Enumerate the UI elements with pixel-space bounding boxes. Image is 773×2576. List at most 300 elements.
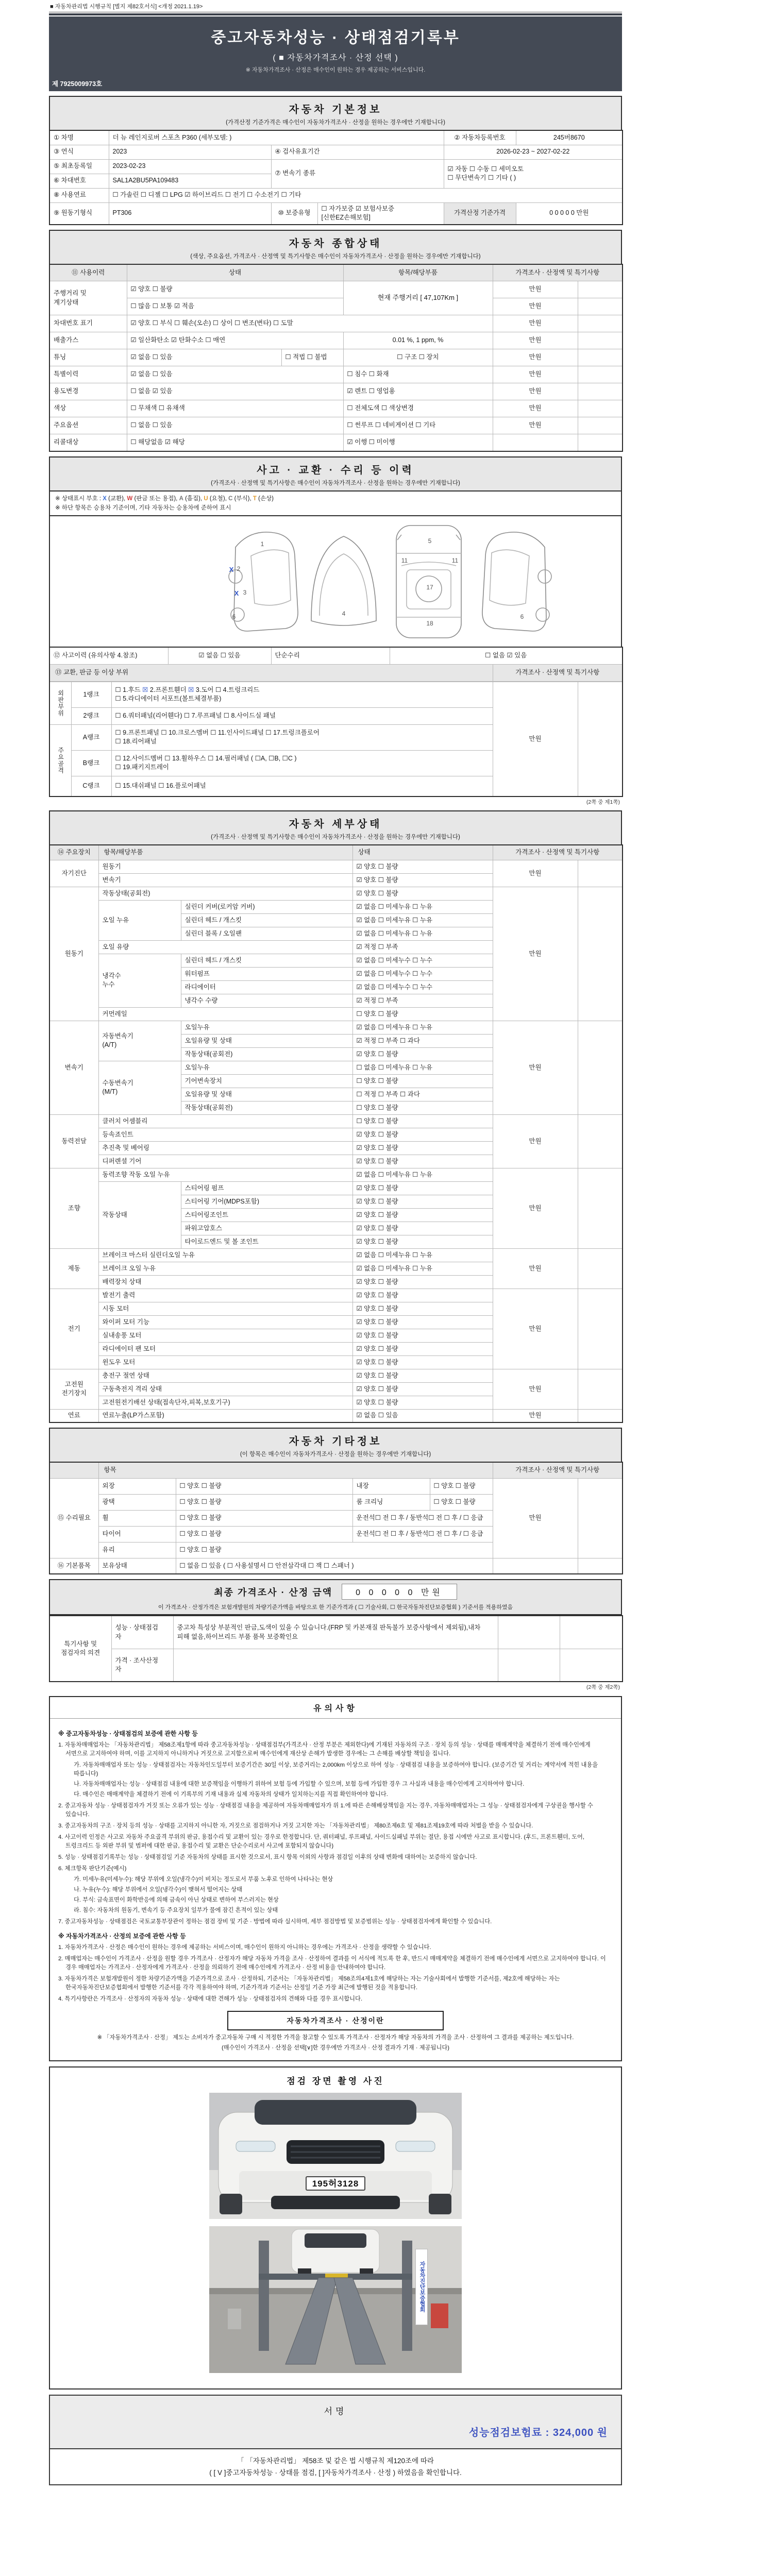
- panel-rank-table: [49, 682, 623, 798]
- odometer-status[interactable]: ☑ 양호 ☐ 불량: [127, 281, 343, 298]
- page-marker-1: (2쪽 중 제1쪽): [586, 799, 620, 806]
- usage-change[interactable]: ☐ 없음 ☑ 있음: [127, 383, 343, 400]
- section-overall-header: [49, 230, 622, 264]
- notice-line: 5. 성능 · 상태점검기록부는 성능 · 상태점검일 기준 자동차의 상태를 표시한 것으로서, 표시 항목 이외의 사항과 점검일 이후의 상태 변화에 대하여는 보증하지 않습니다.: [58, 1854, 477, 1860]
- diagram-zone-number: 17: [426, 584, 433, 591]
- table-cell: ⑩ 보증유형: [271, 202, 317, 225]
- table-cell: 튜닝: [49, 349, 127, 366]
- table-cell: 차대번호 표기: [49, 315, 127, 332]
- inspector-label: 성능 · 상태점검 자: [111, 1616, 173, 1649]
- checkbox-cell[interactable]: ☑ 없음 ☐ 미세누유 ☐ 누유: [352, 1021, 493, 1034]
- table-cell: 만원: [493, 1369, 578, 1409]
- table-cell: 변속기: [49, 1021, 98, 1114]
- table-cell: 발전기 출력: [98, 1289, 352, 1302]
- table-cell: ⑤ 최초등록일: [49, 159, 109, 174]
- notice-line: 4. 특기사항란은 가격조사 · 산정자의 자동차 성능 · 상태에 대한 견해가 성능 · 상태점검자의 견해와 다를 경우 표시합니다.: [58, 1995, 363, 2002]
- checkbox-cell[interactable]: ☑ 양호 ☐ 불량: [352, 1342, 493, 1355]
- table-cell: 실린더 헤드 / 개스킷: [181, 954, 352, 967]
- section-overall-subtitle: (색상, 주요옵션, 가격조사 · 산정액 및 특기사항은 매수인이 자동차가격조사 · 산정을 원하는 경우에만 기재합니다): [190, 253, 481, 260]
- diagram-zone-number: 5: [428, 537, 432, 545]
- photo-section-title: 점검 장면 촬영 사진: [287, 2076, 384, 2086]
- signature-section: [49, 2395, 622, 2449]
- diagram-zone-number: 18: [426, 620, 433, 628]
- table-cell: 실린더 블록 / 오일팬: [181, 927, 352, 940]
- table-cell: [578, 1248, 623, 1289]
- legend-part: X: [103, 495, 107, 502]
- accident-history[interactable]: ☑ 없음 ☐ 있음: [168, 647, 271, 664]
- table-cell: 배출가스: [49, 332, 127, 349]
- photo-car-front: [209, 2093, 462, 2219]
- section-accident-subtitle: (가격조사 · 산정액 및 특기사항은 매수인이 자동차가격조사 · 산정을 원하는 경우에만 기재합니다): [211, 480, 460, 486]
- checkbox-cell[interactable]: ☑ 양호 ☐ 불량: [352, 1155, 493, 1168]
- checkbox-cell[interactable]: ☑ 없음 ☐ 미세누유 ☐ 누유: [352, 913, 493, 927]
- table-cell: 오일 누유: [98, 900, 181, 940]
- divider-thick: [49, 13, 622, 15]
- table-cell: 가격산정 기준가격: [444, 202, 516, 225]
- table-cell: 만원: [493, 860, 578, 887]
- table-cell: 제동: [49, 1248, 98, 1289]
- checkbox-cell[interactable]: ☐ 구조 ☐ 장치: [343, 349, 493, 366]
- diagram-zone-number: 6: [520, 613, 524, 621]
- table-cell: 원동기: [98, 860, 352, 873]
- notice-group-b: [58, 1931, 613, 2004]
- checkbox-cell[interactable]: ☐ 양호 ☐ 불량: [430, 1494, 493, 1510]
- table-cell: 색상: [49, 400, 127, 417]
- table-cell: 자기진단: [49, 860, 98, 887]
- checkbox-cell[interactable]: ☑ 양호 ☐ 불량: [352, 1195, 493, 1208]
- document-number: 제 7925009973호: [52, 80, 103, 88]
- table-cell: 연료: [49, 1409, 98, 1422]
- table-cell: 주요골격: [49, 724, 71, 796]
- table-cell: ④ 검사유효기간: [271, 145, 444, 159]
- vin-marking[interactable]: ☑ 양호 ☐ 부식 ☐ 훼손(오손) ☐ 상이 ☐ 변조(변타) ☐ 도말: [127, 315, 493, 332]
- table-cell: 수동변속기 (M/T): [98, 1061, 181, 1114]
- table-cell: [578, 1021, 623, 1114]
- checkbox-cell[interactable]: ☑ 적정 ☐ 부족: [352, 940, 493, 954]
- table-cell: 연료누출(LP가스포함): [98, 1409, 352, 1422]
- table-cell: 가격조사 · 산정액 및 특기사항: [493, 264, 623, 281]
- table-cell: A랭크: [71, 724, 111, 750]
- document-page: [49, 2, 622, 2485]
- vin: SAL1A2BU5PA109483: [109, 174, 271, 188]
- table-cell: 작동상태(공회전): [181, 1101, 352, 1114]
- checkbox-cell[interactable]: ☐ 썬루프 ☐ 네비게이션 ☐ 기타: [343, 417, 493, 434]
- legend-part: ※ 상태표시 부호 :: [55, 495, 103, 502]
- table-cell: 배력장치 상태: [98, 1275, 352, 1289]
- diagram-zone-number: 2: [237, 565, 241, 573]
- mileage-level[interactable]: ☐ 많음 ☐ 보통 ☑ 적음: [127, 298, 343, 315]
- emission-values: 0.01 %, 1 ppm, %: [343, 332, 493, 349]
- table-cell: C랭크: [71, 776, 111, 796]
- table-cell: 만원: [493, 383, 578, 400]
- table-cell: 항목/해당부품: [98, 845, 352, 860]
- rankB-frames[interactable]: ☐ 12.사이드멤버 ☐ 13.휠하우스 ☐ 14.필러패널 ( ☐A, ☐B, ☐C ) ☐ 19.패키지트레이: [111, 750, 493, 776]
- notice-line: 1. 자동차가격조사 · 산정은 매수인이 원하는 경우에 제공하는 서비스이며, 매수인이 원하지 아니하는 경우에는 가격조사 · 산정을 생략할 수 있습니다.: [58, 1944, 431, 1951]
- table-cell: ② 자동차등록번호: [444, 130, 516, 145]
- section-etc-header: [49, 1428, 622, 1462]
- table-cell: 냉각수 수량: [181, 994, 352, 1007]
- table-cell: 광택: [98, 1494, 176, 1510]
- page-marker-2: (2쪽 중 제2쪽): [586, 1684, 620, 1691]
- notice-line: 라. 침수: 자동차의 원동기, 변속기 등 주요장치 일부가 물에 잠긴 흔적이 있는 상태: [74, 1907, 278, 1914]
- recall[interactable]: ☐ 해당없음 ☑ 해당: [127, 434, 343, 451]
- page-title-note: ※ 자동차가격조사 · 산정은 매수인이 원하는 경우 제공하는 서비스입니다.: [245, 67, 426, 73]
- notice-line: 가. 자동차매매업자 또는 성능 · 상태점검자는 자동차인도일부터 보증기간은 30일 이상, 보증거리는 2,000km 이상으로 하여 성능 · 상태점검 내용을 보증하여야 합니다. (보증기간 및 거리는 계약서에 적힌 내용을 따릅니다): [74, 1762, 598, 1777]
- checkbox-cell[interactable]: ☑ 양호 ☐ 불량: [352, 1355, 493, 1369]
- checkbox-cell[interactable]: ☑ 이행 ☐ 미이행: [343, 434, 493, 451]
- diagram-x-mark: X: [234, 589, 239, 598]
- table-cell: 오일 유량: [98, 940, 352, 954]
- diagram-zone-number: 11: [451, 557, 459, 565]
- table-cell: 작동상태(공회전): [181, 1047, 352, 1061]
- final-price-label: 최종 가격조사 · 산정 금액: [214, 1587, 333, 1598]
- table-cell: 만원: [493, 1248, 578, 1289]
- transmission-type[interactable]: ☑ 자동 ☐ 수동 ☐ 세미오토 ☐ 무단변속기 ☐ 기타 ( ): [444, 159, 623, 188]
- checkbox-cell[interactable]: ☑ 없음 ☐ 미세누유 ☐ 누유: [352, 900, 493, 913]
- final-price-amount: 0 0 0 0 0 만원: [342, 1584, 457, 1600]
- table-cell: 외장: [98, 1478, 176, 1494]
- confirmation-line-2[interactable]: ( [ V ]중고자동차성능 · 상태를 점검, [ ]자동차가격조사 · 산정 ) 하였음을 확인합니다.: [209, 2468, 462, 2477]
- table-cell: ⑯ 기본품목: [49, 1558, 98, 1574]
- table-cell: [578, 860, 623, 887]
- table-cell: 스티어링 기어(MDPS포함): [181, 1195, 352, 1208]
- notice-line: 다. 부식: 금속표면이 화학반응에 의해 금속이 아닌 상태로 변하여 부스러지는 현상: [74, 1897, 279, 1904]
- legend-part: T: [253, 495, 257, 502]
- opinion-label: 특기사항 및 점검자의 의견: [49, 1616, 111, 1682]
- final-price-band: [49, 1579, 622, 1615]
- table-cell: 조향: [49, 1168, 98, 1248]
- emission[interactable]: ☑ 일산화탄소 ☑ 탄화수소 ☐ 매연: [127, 332, 343, 349]
- legend-part: (부식),: [232, 495, 253, 502]
- checkbox-cell[interactable]: ☑ 없음 ☐ 미세누유 ☐ 누유: [352, 1248, 493, 1262]
- table-cell: 보유상태: [98, 1558, 176, 1574]
- notice-title: 유의사항: [50, 1697, 621, 1719]
- checkbox-cell[interactable]: 운전석☐ 전 ☐ 후 / 동반석☐ 전 ☐ 후 / ☐ 응급: [352, 1510, 493, 1526]
- table-cell: 상태: [127, 264, 343, 281]
- diagram-zone-numbers: [229, 537, 524, 627]
- table-cell: 만원: [493, 682, 578, 796]
- state-symbol-legend: [49, 490, 622, 516]
- checkbox-cell[interactable]: ☑ 양호 ☐ 불량: [352, 1329, 493, 1342]
- checkbox-cell[interactable]: ☑ 렌트 ☐ 영업용: [343, 383, 493, 400]
- table-cell: [578, 315, 623, 332]
- checkbox-cell[interactable]: ☑ 적정 ☐ 부족: [352, 994, 493, 1007]
- table-cell: 타이어: [98, 1526, 176, 1542]
- table-cell: [578, 1369, 623, 1409]
- checkbox-cell[interactable]: ☑ 적정 ☐ 부족 ☐ 과다: [352, 1034, 493, 1047]
- overall-state-table: [49, 264, 623, 452]
- section-accident-header: [49, 456, 622, 490]
- table-cell: 룸 크리닝: [352, 1494, 430, 1510]
- table-cell: 기어변속장치: [181, 1074, 352, 1088]
- table-cell: 오일누유: [181, 1021, 352, 1034]
- table-cell: [578, 1558, 623, 1574]
- checkbox-cell[interactable]: ☐ 양호 ☐ 불량: [430, 1478, 493, 1494]
- diagram-zone-number: 1: [260, 540, 264, 548]
- notice-line: 나. 누유(누수): 해당 부위에서 오일(냉각수)이 맺혀서 떨어지는 상태: [74, 1887, 243, 1893]
- table-cell: ⑬ 교환, 판금 등 이상 부위: [49, 664, 493, 681]
- inspector-opinion: 중고차 특성상 부분적인 판금,도색이 있을 수 있습니다.(FRP 및 카본재질 판독불가 보증사항에서 제외됨),내차 피해 없음,하이브리드 부품 품목 보증확인요: [173, 1616, 498, 1649]
- table-cell: ⑨ 원동기형식: [49, 202, 109, 225]
- table-cell: 주행거리 및 계기상태: [49, 281, 127, 315]
- checkbox-cell[interactable]: ☑ 양호 ☐ 불량: [352, 1141, 493, 1155]
- checkbox-cell[interactable]: ☐ 양호 ☐ 불량: [176, 1526, 352, 1542]
- legend-part: C: [228, 495, 233, 502]
- checkbox-cell[interactable]: ☐ 양호 ☐ 불량: [352, 1007, 493, 1021]
- table-cell: 파워고압호스: [181, 1222, 352, 1235]
- legend-part: A: [179, 495, 183, 502]
- table-cell: B랭크: [71, 750, 111, 776]
- page-title: 중고자동차성능 · 상태점검기록부: [211, 29, 460, 46]
- opinion-table: [49, 1615, 623, 1682]
- checkbox-cell[interactable]: ☐ 양호 ☐ 불량: [352, 1101, 493, 1114]
- table-cell: 항목/해당부품: [343, 264, 493, 281]
- checkbox-cell[interactable]: ☐ 없음 ☐ 있음 ( ☐ 사용설명서 ☐ 안전삼각대 ☐ 잭 ☐ 스패너 ): [176, 1558, 493, 1574]
- checkbox-cell[interactable]: ☑ 없음 ☐ 미세누유 ☐ 누유: [352, 1262, 493, 1275]
- table-cell: [578, 349, 623, 366]
- table-cell: ③ 연식: [49, 145, 109, 159]
- legend-part: U: [204, 495, 208, 502]
- detail-state-table: [49, 844, 623, 1423]
- diagram-zone-number: 6: [232, 613, 236, 621]
- table-cell: 항목: [98, 1462, 493, 1478]
- appraiser-label: 가격 · 조사산정 자: [111, 1649, 173, 1682]
- table-cell: [578, 1478, 623, 1558]
- table-cell: 외판부위: [49, 682, 71, 724]
- table-cell: 오일누유: [181, 1061, 352, 1074]
- car-front-photo-illustration: [209, 2093, 462, 2219]
- checkbox-cell[interactable]: ☑ 없음 ☐ 있음: [352, 1409, 493, 1422]
- checkbox-cell[interactable]: ☐ 없음 ☐ 미세누유 ☐ 누유: [352, 1061, 493, 1074]
- checkbox-cell[interactable]: ☑ 양호 ☐ 불량: [352, 1382, 493, 1396]
- table-cell: 만원: [493, 332, 578, 349]
- table-cell: ⑧ 사용연료: [49, 188, 109, 202]
- checkbox-cell[interactable]: ☑ 양호 ☐ 불량: [352, 1181, 493, 1195]
- checkbox-cell[interactable]: ☑ 없음 ☐ 미세누수 ☐ 누수: [352, 954, 493, 967]
- table-cell: 만원: [493, 1168, 578, 1248]
- car-diagram-svg: [50, 516, 621, 644]
- form-reference-note: ■ 자동차관리법 시행규칙 [별지 제82호서식] <개정 2021.1.19>: [50, 4, 203, 10]
- notice-line: 3. 중고자동차의 구조 · 장치 등의 성능 · 상태를 고지하지 아니한 자, 거짓으로 점검하거나 거짓 고지한 자는 「자동차관리법」 제80조제6호 및 제81조제19호에 따라 처벌을 받을 수 있습니다.: [58, 1822, 533, 1829]
- checkbox-cell[interactable]: ☐ 전체도색 ☐ 색상변경: [343, 400, 493, 417]
- table-cell: 오일유량 및 상태: [181, 1088, 352, 1101]
- table-cell: [578, 417, 623, 434]
- table-cell: 윈도우 모터: [98, 1355, 352, 1369]
- diagram-x-mark: X: [229, 566, 234, 574]
- table-cell: [498, 1649, 560, 1682]
- table-cell: 변속기: [98, 873, 352, 887]
- diagram-zone-number: 4: [342, 610, 346, 618]
- table-cell: 만원: [493, 1114, 578, 1168]
- appraiser-opinion: [173, 1649, 498, 1682]
- table-cell: 스티어링 펌프: [181, 1181, 352, 1195]
- rank2-panels[interactable]: ☐ 6.쿼터패널(리어휀다) ☐ 7.루프패널 ☐ 8.사이드실 패널: [111, 707, 493, 724]
- notice-line: 나. 자동차매매업자는 성능 · 상태점검 내용에 대한 보증책임을 이행하기 위하여 보험 등에 가입할 수 있으며, 보험 등에 가입한 경우 그 사실과 내용을 매수인에게 고지하여야 합니다.: [74, 1781, 525, 1788]
- table-cell: [578, 298, 623, 315]
- table-cell: 만원: [493, 1289, 578, 1369]
- table-cell: 자동변속기 (A/T): [98, 1021, 181, 1061]
- inspection-period: 2026-02-23 ~ 2027-02-22: [444, 145, 623, 159]
- table-cell: 동력조향 작동 오일 누유: [98, 1168, 352, 1181]
- table-cell: 만원: [493, 417, 578, 434]
- table-cell: 만원: [493, 281, 578, 298]
- table-cell: 고전원 전기장치: [49, 1369, 98, 1409]
- warranty-type[interactable]: ☐ 자가보증 ☑ 보험사보증 [신한EZ손해보험]: [317, 202, 444, 225]
- checkbox-cell[interactable]: ☑ 양호 ☐ 불량: [352, 1047, 493, 1061]
- checkbox-cell[interactable]: ☑ 양호 ☐ 불량: [352, 1315, 493, 1329]
- first-registered: 2023-02-23: [109, 159, 271, 174]
- inspection-insurance-fee: 성능점검보험료 : 324,000 원: [468, 2427, 608, 2438]
- tuning[interactable]: ☑ 없음 ☐ 있음: [127, 349, 281, 366]
- table-cell: 만원: [493, 887, 578, 1021]
- checkbox-cell[interactable]: ☐ 양호 ☐ 불량: [176, 1494, 352, 1510]
- table-cell: 가격조사 · 산정액 및 특기사항: [493, 1462, 623, 1478]
- checkbox-cell[interactable]: ☐ 양호 ☐ 불량: [176, 1510, 352, 1526]
- table-cell: 만원: [493, 349, 578, 366]
- table-cell: ⑮ 수리필요: [49, 1478, 98, 1558]
- table-cell: [578, 682, 623, 796]
- checkbox-cell[interactable]: ☑ 없음 ☐ 미세누수 ☐ 누수: [352, 967, 493, 980]
- checkbox-cell[interactable]: ☐ 적정 ☐ 부족 ☐ 과다: [352, 1088, 493, 1101]
- table-cell: 2랭크: [71, 707, 111, 724]
- rankA-frames[interactable]: ☐ 9.프론트패널 ☐ 10.크로스멤버 ☐ 11.인사이드패널 ☐ 17.트렁크플로어 ☐ 18.리어패널: [111, 724, 493, 750]
- checkbox-cell[interactable]: ☑ 없음 ☐ 미세누유 ☐ 누유: [352, 927, 493, 940]
- checkbox-cell[interactable]: ☐ 양호 ☐ 불량: [352, 1074, 493, 1088]
- table-cell: 실린더 커버(로커암 커버): [181, 900, 352, 913]
- section-basic-subtitle: (가격산정 기준가격은 매수인이 자동차가격조사 · 산정을 원하는 경우에만 기재합니다): [226, 120, 445, 126]
- diagram-zone-number: 11: [401, 557, 408, 565]
- special-history[interactable]: ☑ 없음 ☐ 있음: [127, 366, 343, 383]
- table-cell: [578, 383, 623, 400]
- notice-line: (매수인이 가격조사 · 산정을 선택[∨]한 경우에만 가격조사 · 산정 결과가 기재 · 제공됩니다): [221, 2044, 450, 2051]
- table-cell: 1랭크: [71, 682, 111, 707]
- notice-line: 7. 중고자동차성능 · 상태점검은 국토교통부장관이 정하는 점검 장비 및 기준 · 방법에 따라 실시하며, 세부 점검방법 및 보증범위는 성능 · 상태점검자에게 확인할 수 있습니다.: [58, 1919, 492, 1925]
- section-detail-header: [49, 810, 622, 844]
- checkbox-cell[interactable]: ☐ 적법 ☐ 불법: [281, 349, 343, 366]
- table-cell: 실내송풍 모터: [98, 1329, 352, 1342]
- checkbox-cell[interactable]: ☑ 양호 ☐ 불량: [352, 1128, 493, 1141]
- legend-part: W: [127, 495, 133, 502]
- table-cell: 리콜대상: [49, 434, 127, 451]
- checkbox-cell[interactable]: ☐ 양호 ☐ 불량: [176, 1478, 352, 1494]
- car-damage-diagram: [49, 515, 622, 647]
- table-cell: 만원: [493, 1478, 578, 1558]
- table-cell: 구동축전지 격리 상태: [98, 1382, 352, 1396]
- table-cell: 고전원전기배선 상태(접속단자,피복,보호기구): [98, 1396, 352, 1409]
- table-cell: 시동 모터: [98, 1302, 352, 1315]
- rank1-panels[interactable]: ☐ 1.후드 ☒ 2.프론트휀더 ☒ 3.도어 ☐ 4.트렁크리드 ☐ 5.라디에이터 서포트(볼트체결부품): [111, 682, 493, 707]
- table-cell: [498, 1616, 560, 1649]
- checkbox-cell[interactable]: ☑ 양호 ☐ 불량: [352, 1302, 493, 1315]
- notice-line: ※ 자동차가격조사 · 산정의 보증에 관한 사항 등: [58, 1933, 186, 1940]
- table-cell: [560, 1616, 623, 1649]
- table-cell: [578, 1409, 623, 1422]
- price-appraisal-definition-box: 자동차가격조사 · 산정이란: [227, 2011, 444, 2030]
- checkbox-cell[interactable]: ☑ 양호 ☐ 불량: [352, 860, 493, 873]
- table-cell: [493, 1558, 578, 1574]
- notice-line: 가. 미세누유(미세누수): 해당 부위에 오일(냉각수)이 비치는 정도로서 부품 노후로 인하여 나타나는 현상: [74, 1876, 333, 1883]
- options[interactable]: ☐ 없음 ☐ 있음: [127, 417, 343, 434]
- table-cell: 라디에이터 팬 모터: [98, 1342, 352, 1355]
- table-cell: [578, 1114, 623, 1168]
- checkbox-cell[interactable]: ☑ 양호 ☐ 불량: [352, 1208, 493, 1222]
- checkbox-cell[interactable]: 운전석☐ 전 ☐ 후 / 동반석☐ 전 ☐ 후 / ☐ 응급: [352, 1526, 493, 1542]
- table-cell: 만원: [493, 315, 578, 332]
- etc-info-table: [49, 1462, 623, 1574]
- checkbox-cell[interactable]: ☑ 양호 ☐ 불량: [352, 1222, 493, 1235]
- photo-section: [49, 2066, 622, 2389]
- checkbox-cell[interactable]: ☑ 양호 ☐ 불량: [352, 1396, 493, 1409]
- checkbox-cell[interactable]: ☑ 양호 ☐ 불량: [352, 1369, 493, 1382]
- final-price-note[interactable]: 이 가격조사 · 산정가격은 보험개발원의 차량기준가액을 바탕으로 한 기준가격과 ( ☐ 기술사회, ☐ 한국자동차진단보증협회 ) 기준서를 적용하였음: [158, 1604, 513, 1611]
- legend-part: (교환),: [106, 495, 127, 502]
- plate-number: 245버8670: [516, 130, 623, 145]
- table-cell: 클러치 어셈블리: [98, 1114, 352, 1128]
- table-cell: ⑫ 사고이력 (유의사항 4.참조): [49, 647, 168, 664]
- legend-part: (판금 또는 용접),: [132, 495, 179, 502]
- table-cell: 만원: [493, 400, 578, 417]
- table-cell: 브레이크 오일 누유: [98, 1262, 352, 1275]
- table-cell: 타이로드엔드 및 볼 조인트: [181, 1235, 352, 1248]
- checkbox-cell[interactable]: ☑ 양호 ☐ 불량: [352, 873, 493, 887]
- checkbox-cell[interactable]: ☐ 양호 ☐ 불량: [176, 1542, 493, 1558]
- checkbox-cell[interactable]: ☐ 침수 ☐ 화재: [343, 366, 493, 383]
- checkbox-cell[interactable]: ☑ 없음 ☐ 미세누수 ☐ 누수: [352, 980, 493, 994]
- table-cell: ⑭ 주요장치: [49, 845, 98, 860]
- table-cell: 작동상태: [98, 1181, 181, 1248]
- table-cell: 상태: [352, 845, 493, 860]
- table-cell: 전기: [49, 1289, 98, 1369]
- checkbox-cell[interactable]: ☑ 양호 ☐ 불량: [352, 887, 493, 900]
- table-cell: ① 차명: [49, 130, 109, 145]
- table-cell: 만원: [493, 366, 578, 383]
- section-basic-title: 자동차 기본정보: [289, 104, 382, 115]
- notice-group-a: [58, 1729, 613, 1926]
- table-cell: 내장: [352, 1478, 430, 1494]
- notice-line: 다. 매수인은 매매계약을 체결하기 전에 이 기록부의 기재 내용과 실제 자동차의 상태가 일치하는지를 직접 확인하여야 합니다.: [74, 1791, 388, 1798]
- page-subtitle: ( ■ 자동차가격조사 · 산정 선택 ): [273, 54, 398, 62]
- car-name: 더 뉴 레인지로버 스포츠 P360 (세부모델: ): [109, 130, 444, 145]
- legend-part: (흠집),: [183, 495, 204, 502]
- table-cell: [578, 434, 623, 451]
- checkbox-cell[interactable]: ☑ 양호 ☐ 불량: [352, 1289, 493, 1302]
- section-overall-title: 자동차 종합상태: [289, 238, 382, 249]
- table-cell: [578, 366, 623, 383]
- checkbox-cell[interactable]: ☑ 없음 ☐ 미세누유 ☐ 누유: [352, 1168, 493, 1181]
- notice-section: [49, 1696, 622, 2061]
- table-cell: ⑪ 사용이력: [49, 264, 127, 281]
- table-cell: 특별이력: [49, 366, 127, 383]
- fuel-type[interactable]: ☐ 가솔린 ☐ 디젤 ☐ LPG ☑ 하이브리드 ☐ 전기 ☐ 수소전기 ☐ 기타: [109, 188, 623, 202]
- notice-line: ※ 「자동차가격조사 · 산정」 제도는 소비자가 중고자동차 구매 시 적정한 가격을 참고할 수 있도록 가격조사 · 산정자가 해당 자동차의 가격을 조사 · 산정하여 그 결과를 제공하는 제도입니다.: [97, 2034, 574, 2041]
- simple-repair[interactable]: ☐ 없음 ☑ 있음: [390, 647, 623, 664]
- table-cell: 만원: [493, 1021, 578, 1114]
- checkbox-cell[interactable]: ☑ 양호 ☐ 불량: [352, 1235, 493, 1248]
- base-price: 0 0 0 0 0 만원: [516, 202, 623, 225]
- checkbox-cell[interactable]: ☑ 양호 ☐ 불량: [352, 1275, 493, 1289]
- table-cell: 원동기: [49, 887, 98, 1021]
- table-cell: 추진축 및 베어링: [98, 1141, 352, 1155]
- color[interactable]: ☐ 무채색 ☐ 유채색: [127, 400, 343, 417]
- checkbox-cell[interactable]: ☐ 양호 ☐ 불량: [352, 1114, 493, 1128]
- legend-part: (요철),: [208, 495, 229, 502]
- rankC-frames[interactable]: ☐ 15.대쉬패널 ☐ 16.플로어패널: [111, 776, 493, 796]
- confirmation-statement: [49, 2449, 622, 2485]
- notice-line: 2. 매매업자는 매수인이 가격조사 · 산정을 원할 경우 가격조사 · 산정자가 해당 자동차 가격을 조사 · 산정하여 결과를 이 서식에 적도록 한 후, 반드시 매매계약을 체결하기 전에 매수인에게 서면으로 고지하여야 합니다. 이 경우 매매업자는 가격조사 · 산정자에게 가격조사 · 산정을 의뢰하기 전에 매수인에게 가격조사 · 산정 비용을 안내하여야 합니다.: [58, 1956, 606, 1971]
- table-cell: [493, 434, 578, 451]
- table-cell: 가격조사 · 산정액 및 특기사항: [493, 845, 623, 860]
- photo-association-banner: 자동차진단보증협회: [415, 2249, 428, 2325]
